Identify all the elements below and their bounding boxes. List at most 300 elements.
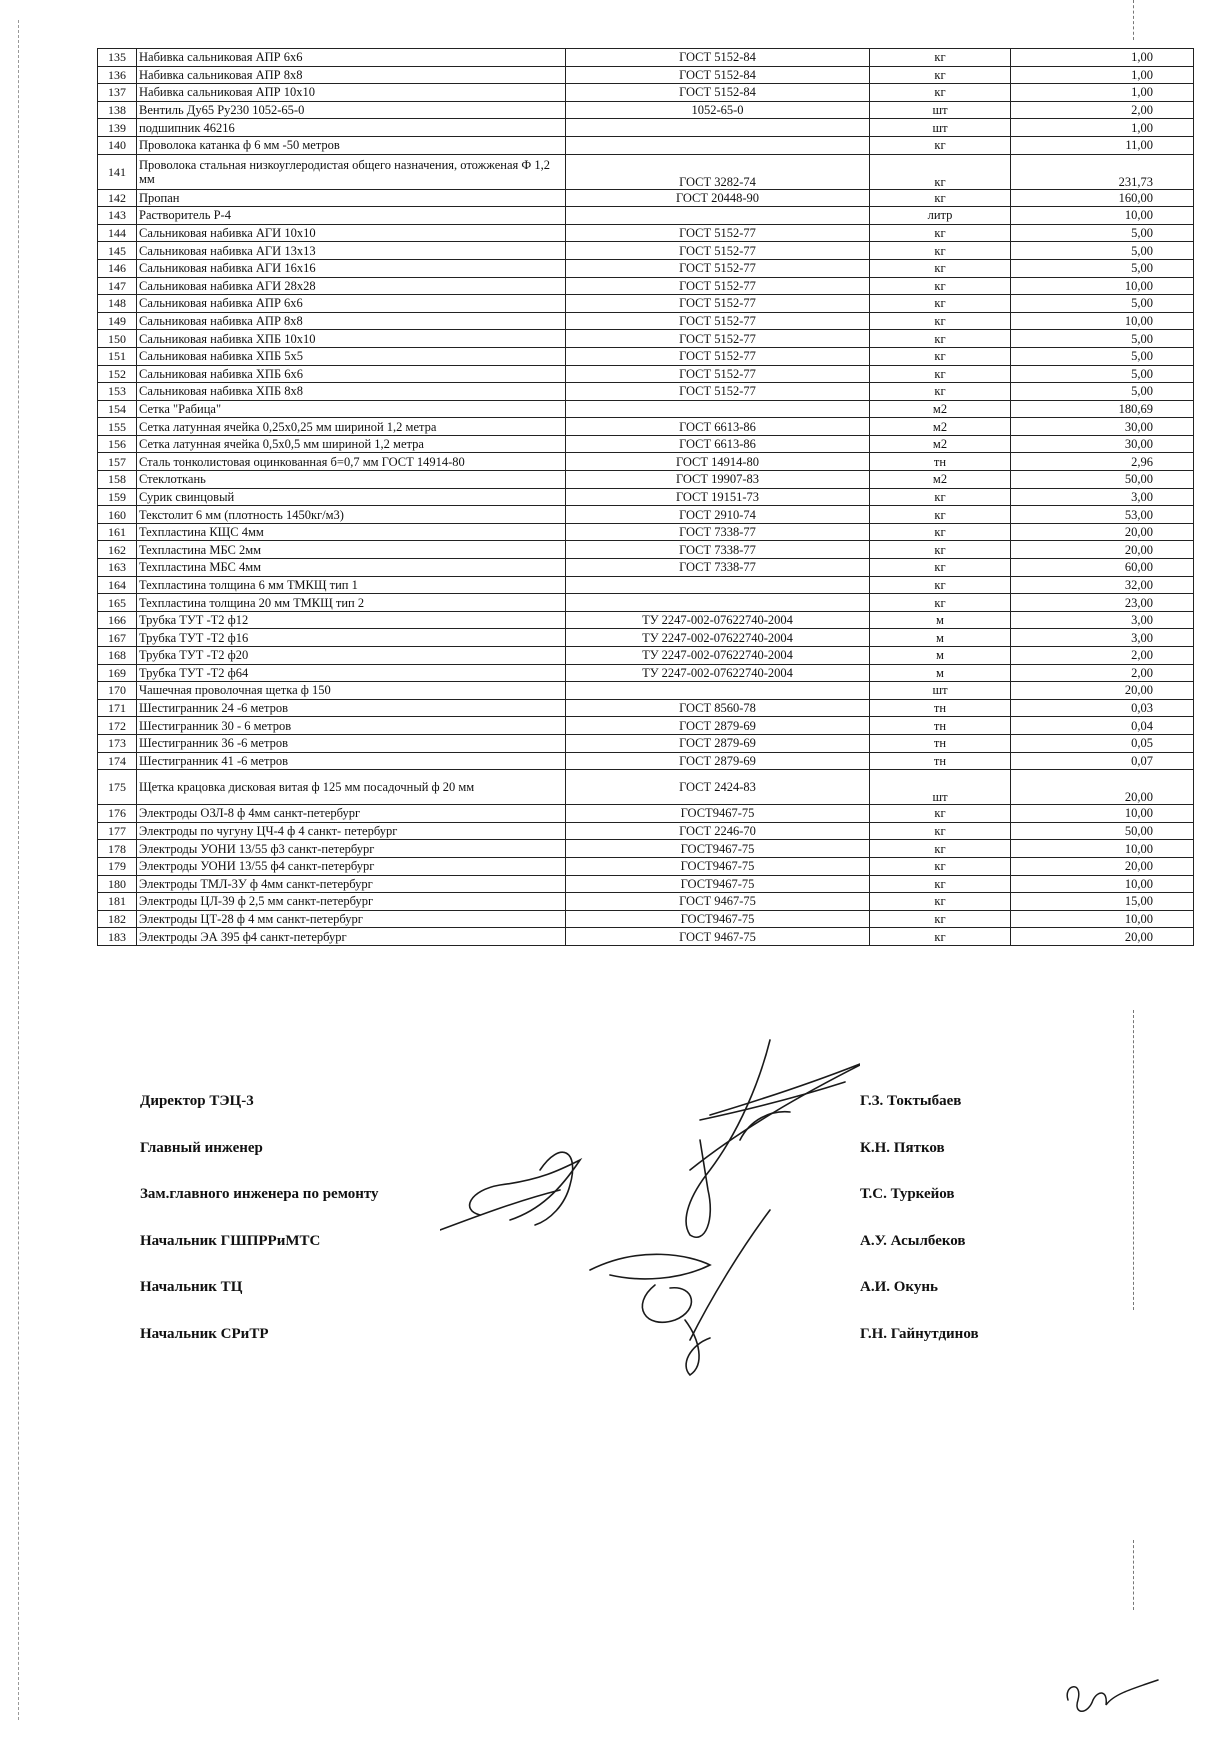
- row-number: 169: [98, 664, 137, 682]
- row-number: 164: [98, 576, 137, 594]
- item-name: Шестигранник 24 -6 метров: [137, 699, 566, 717]
- quantity: 1,00: [1011, 84, 1194, 102]
- row-number: 156: [98, 435, 137, 453]
- unit-of-measure: м: [870, 647, 1011, 665]
- row-number: 170: [98, 682, 137, 700]
- item-name: Сурик свинцовый: [137, 488, 566, 506]
- standard-code: ГОСТ 19907-83: [566, 471, 870, 489]
- quantity: 5,00: [1011, 383, 1194, 401]
- item-name: подшипник 46216: [137, 119, 566, 137]
- row-number: 138: [98, 101, 137, 119]
- unit-of-measure: тн: [870, 453, 1011, 471]
- quantity: 160,00: [1011, 189, 1194, 207]
- row-number: 161: [98, 523, 137, 541]
- standard-code: [566, 207, 870, 225]
- item-name: Трубка ТУТ -Т2 ф12: [137, 611, 566, 629]
- row-number: 176: [98, 805, 137, 823]
- unit-of-measure: кг: [870, 347, 1011, 365]
- table-row: [98, 840, 1194, 858]
- standard-code: ГОСТ 7338-77: [566, 559, 870, 577]
- unit-of-measure: шт: [870, 682, 1011, 700]
- table-row: [98, 805, 1194, 823]
- row-number: 174: [98, 752, 137, 770]
- row-number: 137: [98, 84, 137, 102]
- unit-of-measure: кг: [870, 295, 1011, 313]
- signatory-name: А.У. Асылбеков: [860, 1232, 966, 1249]
- standard-code: ГОСТ 5152-77: [566, 259, 870, 277]
- unit-of-measure: кг: [870, 224, 1011, 242]
- row-number: 154: [98, 400, 137, 418]
- quantity: 15,00: [1011, 893, 1194, 911]
- item-name: Сальниковая набивка ХПБ 10х10: [137, 330, 566, 348]
- table-row: [98, 435, 1194, 453]
- standard-code: ГОСТ 5152-77: [566, 295, 870, 313]
- item-name: Электроды ТМЛ-3У ф 4мм санкт-петербург: [137, 875, 566, 893]
- row-number: 141: [98, 154, 137, 189]
- unit-of-measure: кг: [870, 383, 1011, 401]
- item-name: Трубка ТУТ -Т2 ф16: [137, 629, 566, 647]
- item-name: Растворитель Р-4: [137, 207, 566, 225]
- quantity: 5,00: [1011, 224, 1194, 242]
- unit-of-measure: кг: [870, 559, 1011, 577]
- unit-of-measure: кг: [870, 893, 1011, 911]
- unit-of-measure: тн: [870, 734, 1011, 752]
- quantity: 20,00: [1011, 523, 1194, 541]
- item-name: Сальниковая набивка ХПБ 8х8: [137, 383, 566, 401]
- standard-code: [566, 119, 870, 137]
- unit-of-measure: кг: [870, 822, 1011, 840]
- table-row: [98, 66, 1194, 84]
- signatory-name: К.Н. Пятков: [860, 1139, 945, 1156]
- row-number: 167: [98, 629, 137, 647]
- table-row: [98, 383, 1194, 401]
- quantity: 30,00: [1011, 418, 1194, 436]
- standard-code: ГОСТ 9467-75: [566, 928, 870, 946]
- standard-code: ГОСТ9467-75: [566, 857, 870, 875]
- row-number: 136: [98, 66, 137, 84]
- standard-code: ТУ 2247-002-07622740-2004: [566, 647, 870, 665]
- item-name: Чашечная проволочная щетка ф 150: [137, 682, 566, 700]
- table-row: [98, 629, 1194, 647]
- table-row: [98, 752, 1194, 770]
- table-row: [98, 734, 1194, 752]
- row-number: 152: [98, 365, 137, 383]
- item-name: Сальниковая набивка АГИ 13х13: [137, 242, 566, 260]
- item-name: Сальниковая набивка ХПБ 6х6: [137, 365, 566, 383]
- quantity: 0,04: [1011, 717, 1194, 735]
- quantity: 53,00: [1011, 506, 1194, 524]
- item-name: Проволока стальная низкоуглеродистая общего назначения, отожженая Ф 1,2 мм: [137, 154, 566, 189]
- table-row: [98, 101, 1194, 119]
- table-row: [98, 259, 1194, 277]
- signatory-title: Главный инженер: [140, 1139, 263, 1156]
- item-name: Техпластина толщина 20 мм ТМКЩ тип 2: [137, 594, 566, 612]
- table-row: [98, 453, 1194, 471]
- quantity: 20,00: [1011, 682, 1194, 700]
- unit-of-measure: м2: [870, 435, 1011, 453]
- unit-of-measure: кг: [870, 136, 1011, 154]
- quantity: 0,07: [1011, 752, 1194, 770]
- unit-of-measure: м2: [870, 400, 1011, 418]
- item-name: Сетка латунная ячейка 0,5х0,5 мм шириной 1,2 метра: [137, 435, 566, 453]
- quantity: 32,00: [1011, 576, 1194, 594]
- signatory-name: Г.Н. Гайнутдинов: [860, 1325, 979, 1342]
- table-row: [98, 189, 1194, 207]
- unit-of-measure: кг: [870, 576, 1011, 594]
- row-number: 165: [98, 594, 137, 612]
- row-number: 180: [98, 875, 137, 893]
- unit-of-measure: кг: [870, 189, 1011, 207]
- unit-of-measure: кг: [870, 910, 1011, 928]
- unit-of-measure: кг: [870, 312, 1011, 330]
- table-row: [98, 559, 1194, 577]
- standard-code: ГОСТ9467-75: [566, 910, 870, 928]
- table-row: [98, 647, 1194, 665]
- row-number: 144: [98, 224, 137, 242]
- row-number: 166: [98, 611, 137, 629]
- item-name: Сальниковая набивка АГИ 28х28: [137, 277, 566, 295]
- row-number: 142: [98, 189, 137, 207]
- item-name: Вентиль Ду65 Ру230 1052-65-0: [137, 101, 566, 119]
- standard-code: ГОСТ 2910-74: [566, 506, 870, 524]
- signatory-name: А.И. Окунь: [860, 1279, 938, 1295]
- item-name: Шестигранник 41 -6 метров: [137, 752, 566, 770]
- quantity: 20,00: [1011, 770, 1194, 805]
- quantity: 1,00: [1011, 49, 1194, 67]
- row-number: 163: [98, 559, 137, 577]
- row-number: 159: [98, 488, 137, 506]
- quantity: 10,00: [1011, 277, 1194, 295]
- row-number: 155: [98, 418, 137, 436]
- standard-code: ГОСТ9467-75: [566, 875, 870, 893]
- standard-code: ГОСТ 2424-83: [566, 770, 870, 805]
- item-name: Техпластина КЩС 4мм: [137, 523, 566, 541]
- signatory-title: Начальник СРиТР: [140, 1325, 269, 1342]
- item-name: Сетка "Рабица": [137, 400, 566, 418]
- table-row: [98, 506, 1194, 524]
- standard-code: ГОСТ 5152-77: [566, 383, 870, 401]
- quantity: 3,00: [1011, 611, 1194, 629]
- quantity: 5,00: [1011, 330, 1194, 348]
- quantity: 60,00: [1011, 559, 1194, 577]
- table-row: [98, 330, 1194, 348]
- table-row: [98, 541, 1194, 559]
- row-number: 151: [98, 347, 137, 365]
- unit-of-measure: кг: [870, 49, 1011, 67]
- row-number: 177: [98, 822, 137, 840]
- unit-of-measure: кг: [870, 242, 1011, 260]
- item-name: Стеклоткань: [137, 471, 566, 489]
- table-row: [98, 418, 1194, 436]
- row-number: 153: [98, 383, 137, 401]
- unit-of-measure: кг: [870, 154, 1011, 189]
- item-name: Техпластина МБС 2мм: [137, 541, 566, 559]
- table-row: [98, 822, 1194, 840]
- table-row: [98, 365, 1194, 383]
- standard-code: ГОСТ 19151-73: [566, 488, 870, 506]
- row-number: 171: [98, 699, 137, 717]
- item-name: Шестигранник 36 -6 метров: [137, 734, 566, 752]
- table-row: [98, 770, 1194, 805]
- quantity: 1,00: [1011, 66, 1194, 84]
- item-name: Электроды УОНИ 13/55 ф3 санкт-петербург: [137, 840, 566, 858]
- standard-code: ГОСТ 5152-77: [566, 365, 870, 383]
- quantity: 3,00: [1011, 488, 1194, 506]
- row-number: 160: [98, 506, 137, 524]
- item-name: Набивка сальниковая АПР 6х6: [137, 49, 566, 67]
- signatory-title: Зам.главного инженера по ремонту: [140, 1186, 379, 1202]
- table-row: [98, 523, 1194, 541]
- item-name: Шестигранник 30 - 6 метров: [137, 717, 566, 735]
- unit-of-measure: м: [870, 629, 1011, 647]
- quantity: 10,00: [1011, 312, 1194, 330]
- row-number: 143: [98, 207, 137, 225]
- table-row: [98, 471, 1194, 489]
- item-name: Сальниковая набивка АГИ 16х16: [137, 259, 566, 277]
- unit-of-measure: литр: [870, 207, 1011, 225]
- table-row: [98, 910, 1194, 928]
- table-row: [98, 699, 1194, 717]
- standard-code: ГОСТ 5152-84: [566, 49, 870, 67]
- table-row: [98, 242, 1194, 260]
- standard-code: ГОСТ 2879-69: [566, 752, 870, 770]
- quantity: 50,00: [1011, 471, 1194, 489]
- page-initials: [1058, 1670, 1168, 1720]
- signatory-title: Директор ТЭЦ-3: [140, 1093, 254, 1109]
- unit-of-measure: кг: [870, 875, 1011, 893]
- standard-code: ГОСТ 6613-86: [566, 418, 870, 436]
- table-row: [98, 400, 1194, 418]
- standard-code: ГОСТ 5152-84: [566, 66, 870, 84]
- standard-code: ТУ 2247-002-07622740-2004: [566, 611, 870, 629]
- row-number: 168: [98, 647, 137, 665]
- standard-code: ГОСТ 2879-69: [566, 717, 870, 735]
- standard-code: ТУ 2247-002-07622740-2004: [566, 629, 870, 647]
- standard-code: ГОСТ 5152-77: [566, 312, 870, 330]
- quantity: 30,00: [1011, 435, 1194, 453]
- signatory-title: Начальник ГШПРРиМТС: [140, 1232, 321, 1249]
- unit-of-measure: кг: [870, 365, 1011, 383]
- standard-code: ГОСТ 5152-77: [566, 330, 870, 348]
- table-row: [98, 84, 1194, 102]
- unit-of-measure: шт: [870, 770, 1011, 805]
- unit-of-measure: м: [870, 611, 1011, 629]
- standard-code: [566, 400, 870, 418]
- item-name: Техпластина толщина 6 мм ТМКЩ тип 1: [137, 576, 566, 594]
- unit-of-measure: м2: [870, 418, 1011, 436]
- standard-code: [566, 136, 870, 154]
- unit-of-measure: кг: [870, 277, 1011, 295]
- quantity: 10,00: [1011, 910, 1194, 928]
- standard-code: ГОСТ 5152-77: [566, 224, 870, 242]
- table-row: [98, 224, 1194, 242]
- row-number: 140: [98, 136, 137, 154]
- unit-of-measure: кг: [870, 840, 1011, 858]
- item-name: Проволока катанка ф 6 мм -50 метров: [137, 136, 566, 154]
- left-margin-punch-line: [18, 20, 19, 1720]
- standard-code: ГОСТ 9467-75: [566, 893, 870, 911]
- table-row: [98, 594, 1194, 612]
- row-number: 175: [98, 770, 137, 805]
- unit-of-measure: кг: [870, 805, 1011, 823]
- quantity: 5,00: [1011, 242, 1194, 260]
- row-number: 146: [98, 259, 137, 277]
- standard-code: ГОСТ 14914-80: [566, 453, 870, 471]
- item-name: Щетка крацовка дисковая витая ф 125 мм посадочный ф 20 мм: [137, 770, 566, 805]
- item-name: Пропан: [137, 189, 566, 207]
- right-margin-marks: [1133, 1010, 1134, 1310]
- signatory-name: Г.З. Токтыбаев: [860, 1093, 962, 1109]
- standard-code: ГОСТ 3282-74: [566, 154, 870, 189]
- quantity: 5,00: [1011, 347, 1194, 365]
- quantity: 5,00: [1011, 295, 1194, 313]
- quantity: 20,00: [1011, 857, 1194, 875]
- table-row: [98, 717, 1194, 735]
- item-name: Техпластина МБС 4мм: [137, 559, 566, 577]
- unit-of-measure: тн: [870, 699, 1011, 717]
- quantity: 20,00: [1011, 541, 1194, 559]
- table-row: [98, 664, 1194, 682]
- standard-code: ГОСТ 8560-78: [566, 699, 870, 717]
- item-name: Электроды ЦТ-28 ф 4 мм санкт-петербург: [137, 910, 566, 928]
- table-row: [98, 928, 1194, 946]
- table-row: [98, 611, 1194, 629]
- row-number: 145: [98, 242, 137, 260]
- standard-code: ГОСТ 5152-84: [566, 84, 870, 102]
- quantity: 2,00: [1011, 647, 1194, 665]
- row-number: 181: [98, 893, 137, 911]
- table-row: [98, 277, 1194, 295]
- quantity: 231,73: [1011, 154, 1194, 189]
- unit-of-measure: кг: [870, 259, 1011, 277]
- row-number: 158: [98, 471, 137, 489]
- standard-code: [566, 594, 870, 612]
- row-number: 148: [98, 295, 137, 313]
- table-row: [98, 875, 1194, 893]
- unit-of-measure: кг: [870, 488, 1011, 506]
- row-number: 135: [98, 49, 137, 67]
- item-name: Сальниковая набивка АПР 6х6: [137, 295, 566, 313]
- item-name: Сетка латунная ячейка 0,25х0,25 мм шириной 1,2 метра: [137, 418, 566, 436]
- item-name: Электроды ЭА 395 ф4 санкт-петербург: [137, 928, 566, 946]
- item-name: Трубка ТУТ -Т2 ф20: [137, 647, 566, 665]
- row-number: 150: [98, 330, 137, 348]
- unit-of-measure: кг: [870, 594, 1011, 612]
- quantity: 10,00: [1011, 875, 1194, 893]
- quantity: 20,00: [1011, 928, 1194, 946]
- unit-of-measure: тн: [870, 717, 1011, 735]
- standard-code: ГОСТ 5152-77: [566, 242, 870, 260]
- signatory-title: Начальник ТЦ: [140, 1279, 243, 1295]
- unit-of-measure: м: [870, 664, 1011, 682]
- standard-code: ГОСТ 5152-77: [566, 277, 870, 295]
- standard-code: ГОСТ 7338-77: [566, 541, 870, 559]
- unit-of-measure: кг: [870, 506, 1011, 524]
- row-number: 178: [98, 840, 137, 858]
- row-number: 162: [98, 541, 137, 559]
- row-number: 179: [98, 857, 137, 875]
- row-number: 172: [98, 717, 137, 735]
- item-name: Электроды по чугуну ЦЧ-4 ф 4 санкт- петербург: [137, 822, 566, 840]
- quantity: 5,00: [1011, 365, 1194, 383]
- standard-code: ГОСТ9467-75: [566, 840, 870, 858]
- standard-code: ГОСТ 2246-70: [566, 822, 870, 840]
- unit-of-measure: кг: [870, 523, 1011, 541]
- handwritten-signatures: [440, 1020, 860, 1380]
- quantity: 10,00: [1011, 805, 1194, 823]
- standard-code: 1052-65-0: [566, 101, 870, 119]
- item-name: Электроды ОЗЛ-8 ф 4мм санкт-петербург: [137, 805, 566, 823]
- quantity: 180,69: [1011, 400, 1194, 418]
- row-number: 183: [98, 928, 137, 946]
- unit-of-measure: кг: [870, 541, 1011, 559]
- quantity: 23,00: [1011, 594, 1194, 612]
- signatory-name: Т.С. Туркейов: [860, 1186, 955, 1202]
- table-row: [98, 119, 1194, 137]
- unit-of-measure: кг: [870, 857, 1011, 875]
- quantity: 0,05: [1011, 734, 1194, 752]
- right-margin-marks: [1133, 0, 1134, 40]
- standard-code: [566, 576, 870, 594]
- row-number: 139: [98, 119, 137, 137]
- quantity: 0,03: [1011, 699, 1194, 717]
- table-row: [98, 576, 1194, 594]
- row-number: 157: [98, 453, 137, 471]
- standard-code: ГОСТ9467-75: [566, 805, 870, 823]
- item-name: Текстолит 6 мм (плотность 1450кг/м3): [137, 506, 566, 524]
- table-row: [98, 295, 1194, 313]
- row-number: 147: [98, 277, 137, 295]
- unit-of-measure: кг: [870, 66, 1011, 84]
- quantity: 11,00: [1011, 136, 1194, 154]
- table-row: [98, 312, 1194, 330]
- standard-code: ГОСТ 5152-77: [566, 347, 870, 365]
- standard-code: ГОСТ 20448-90: [566, 189, 870, 207]
- quantity: 2,96: [1011, 453, 1194, 471]
- item-name: Сальниковая набивка ХПБ 5х5: [137, 347, 566, 365]
- standard-code: ГОСТ 2879-69: [566, 734, 870, 752]
- table-row: [98, 488, 1194, 506]
- quantity: 10,00: [1011, 840, 1194, 858]
- unit-of-measure: м2: [870, 471, 1011, 489]
- unit-of-measure: шт: [870, 101, 1011, 119]
- table-row: [98, 893, 1194, 911]
- table-row: [98, 154, 1194, 189]
- standard-code: [566, 682, 870, 700]
- quantity: 10,00: [1011, 207, 1194, 225]
- row-number: 149: [98, 312, 137, 330]
- standard-code: ТУ 2247-002-07622740-2004: [566, 664, 870, 682]
- quantity: 2,00: [1011, 101, 1194, 119]
- table-row: [98, 136, 1194, 154]
- item-name: Сальниковая набивка АГИ 10х10: [137, 224, 566, 242]
- item-name: Трубка ТУТ -Т2 ф64: [137, 664, 566, 682]
- quantity: 3,00: [1011, 629, 1194, 647]
- row-number: 182: [98, 910, 137, 928]
- unit-of-measure: кг: [870, 84, 1011, 102]
- row-number: 173: [98, 734, 137, 752]
- materials-table: [97, 48, 1194, 946]
- table-row: [98, 49, 1194, 67]
- unit-of-measure: шт: [870, 119, 1011, 137]
- item-name: Набивка сальниковая АПР 8х8: [137, 66, 566, 84]
- quantity: 1,00: [1011, 119, 1194, 137]
- item-name: Сальниковая набивка АПР 8х8: [137, 312, 566, 330]
- table-row: [98, 207, 1194, 225]
- table-row: [98, 347, 1194, 365]
- item-name: Сталь тонколистовая оцинкованная б=0,7 мм ГОСТ 14914-80: [137, 453, 566, 471]
- quantity: 5,00: [1011, 259, 1194, 277]
